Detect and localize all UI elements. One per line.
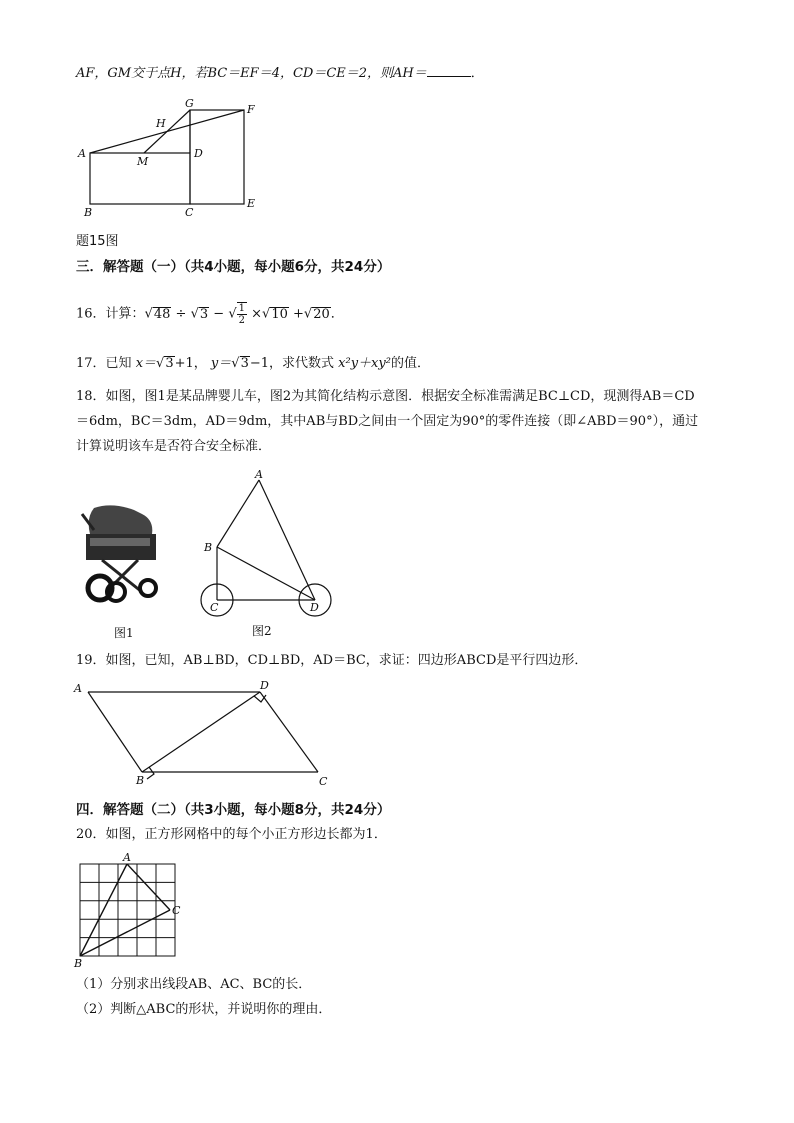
answer-blank[interactable]	[427, 63, 471, 77]
q17-text: 17．已知 x＝√3+1， y＝√3−1，求代数式 x²y＋xy²的值．	[76, 356, 430, 371]
q18-line3: 计算说明该车是否符合安全标准．	[76, 439, 272, 454]
fig2-caption: 图2	[252, 624, 272, 638]
label-M: M	[137, 155, 149, 168]
q20-sub1: （1）分别求出线段AB、AC、BC的长．	[76, 977, 312, 992]
q16-text: 16．计算：√48 ÷ √3 − √ $\frac{1}{2}$ ×√10 +√20．	[76, 303, 344, 326]
label-B: B	[74, 957, 83, 970]
label-B: B	[204, 541, 213, 554]
label-C: C	[185, 206, 194, 219]
q18-line1: 18．如图，图1是某品牌婴儿车，图2为其简化结构示意图．根据安全标准需满足BC⊥CD，现测得AB＝CD	[76, 389, 695, 404]
label-D: D	[310, 601, 319, 614]
stroller-image	[72, 500, 164, 606]
q18-line2: ＝6dm，BC＝3dm，AD＝9dm，其中AB与BD之间由一个固定为90°的零件连接（即∠ABD＝90°），通过	[76, 414, 699, 429]
q20-text: 20．如图，正方形网格中的每个小正方形边长都为1．	[76, 827, 387, 842]
q20-sub2: （2）判断△ABC的形状，并说明你的理由．	[76, 1002, 332, 1017]
label-F: F	[247, 103, 255, 116]
section3-title: 三．解答题（一）（共4小题，每小题6分，共24分）	[76, 259, 391, 275]
label-H: H	[156, 117, 166, 130]
section4-title: 四．解答题（二）（共3小题，每小题8分，共24分）	[76, 802, 391, 818]
label-E: E	[247, 197, 256, 210]
label-A: A	[78, 147, 86, 160]
q15-figure	[70, 95, 270, 225]
label-D: D	[260, 679, 269, 692]
label-D: D	[194, 147, 203, 160]
q20-grid-figure	[72, 850, 192, 968]
label-B: B	[136, 774, 145, 787]
q18-figure2	[195, 470, 345, 620]
q19-text: 19．如图，已知，AB⊥BD，CD⊥BD，AD＝BC，求证：四边形ABCD是平行四边形．	[76, 653, 588, 668]
label-A: A	[74, 682, 82, 695]
label-A: A	[123, 851, 131, 864]
q15-caption: 题15图	[76, 234, 119, 249]
q19-figure	[72, 678, 342, 793]
label-G: G	[185, 97, 194, 110]
label-C: C	[210, 601, 219, 614]
label-C: C	[172, 904, 181, 917]
label-B: B	[84, 206, 93, 219]
q15-text: AF，GM交于点H，若BC＝EF＝4，CD＝CE＝2，则AH＝ ．	[76, 63, 484, 83]
fig1-caption: 图1	[114, 626, 134, 640]
label-A: A	[255, 468, 263, 481]
label-C: C	[319, 775, 328, 788]
